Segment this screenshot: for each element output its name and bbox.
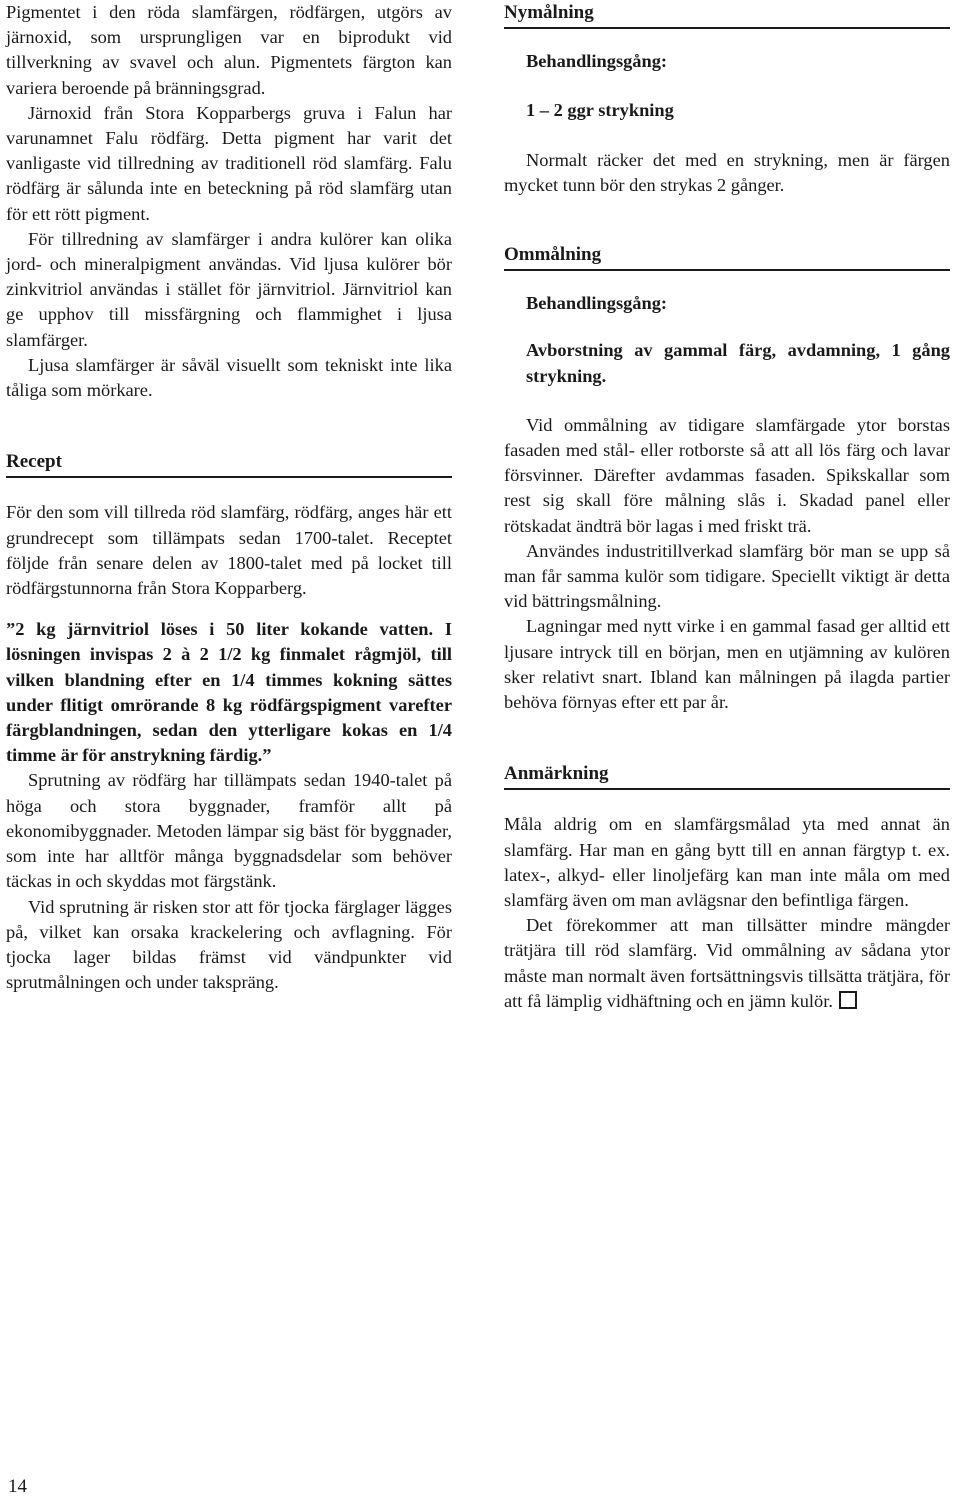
ommalning-paragraph-2: Användes industritillverkad slamfärg bör man se upp så man får samma kulör som tidigare. Speciellt viktigt är detta vid bättringsmålning. (504, 540, 950, 612)
end-of-article-square-icon (839, 991, 857, 1009)
left-column (6, 0, 452, 995)
nymalning-section (504, 0, 950, 198)
anmarkning-paragraph-2-text: Det förekommer att man tillsätter mindre mängder trätjära till röd slamfärg. Vid ommålning av sådana ytor måste man normalt även fortsättningsvis tillsätta trätjära, för att få lämplig vidhäftning och en jämn kulör. (504, 915, 950, 1011)
anmarkning-section (504, 761, 950, 1014)
intro-paragraph-4: Ljusa slamfärger är såväl visuellt som tekniskt inte lika tåliga som mörkare. (6, 354, 452, 401)
intro-paragraph-3: För tillredning av slamfärger i andra kulörer kan olika jord- och mineralpigment användas. Vid ljusa kulörer bör zinkvitriol användas i stället för järnvitriol. Järnvitriol kan ge upphov till missfärgning och flammighet i ljusa slamfärger. (6, 228, 452, 350)
ommalning-heading: Ommålning (504, 242, 950, 271)
sprutning-paragraph-2: Vid sprutning är risken stor att för tjocka färglager lägges på, vilket kan orsaka krackelering och avflagning. För tjocka lager bildas främst vid vändpunkter vid sprutmålningen och under takspräng. (6, 896, 452, 993)
recipe-quote: ”2 kg järnvitriol löses i 50 liter kokande vatten. I lösningen invispas 2 à 2 1/2 kg finmalet rågmjöl, till vilken blandning efter en 1/4 timmes kokning sättes under flitigt omrörande 8 kg rödfärgspigment varefter färgblandningen, sedan den ytterligare kokas en 1/4 timme är för anstrykning färdig.” (6, 619, 452, 766)
sprutning-paragraph-1: Sprutning av rödfärg har tillämpats sedan 1940-talet på höga och stora byggnader, framför allt på ekonomibyggnader. Metoden lämpar sig bäst för byggnader, som inte har alltför många byggnadsdelar som behöver täckas in och skyddas mot färgstänk. (6, 770, 452, 892)
nymalning-sub-label: Behandlingsgång: (526, 51, 668, 72)
ommalning-treatment: Avborstning av gammal färg, avdamning, 1 gång strykning. (526, 340, 950, 386)
right-column (504, 0, 950, 1014)
ommalning-paragraph-1: Vid ommålning av tidigare slamfärgade ytor borstas fasaden med stål- eller rotborste så att all lös färg och lavar försvinner. Därefter avdammas fasaden. Spikskallar som rest sig skall före målning slås i. Skadad panel eller rötskadat ändträ bör lagas i med friskt trä. (504, 414, 950, 536)
recept-section (6, 449, 452, 995)
intro-paragraph-2: Järnoxid från Stora Kopparbergs gruva i Falun har varunamnet Falu rödfärg. Detta pigment har varit det vanligaste vid tillredning av traditionell röd slamfärg. Falu rödfärg är sålunda inte en beteckning på röd slamfärg utan för ett rött pigment. (6, 102, 452, 224)
anmarkning-paragraph-2 (504, 913, 950, 1014)
ommalning-paragraph-3: Lagningar med nytt virke i en gammal fasad ger alltid ett ljusare intryck till en början, men en utjämning av kulören sker relativt snart. Ibland kan målningen på ilagda partier behöva förnyas efter ett par år. (504, 616, 950, 713)
ommalning-section (504, 242, 950, 715)
anmarkning-paragraph-1: Måla aldrig om en slamfärgsmålad yta med annat än slamfärg. Har man en gång bytt till en annan färgtyp t. ex. latex-, alkyd- eller linoljefärg kan man inte måla om med slamfärg även om man avlägsnar den befintliga färgen. (504, 814, 950, 911)
recept-intro: För den som vill tillreda röd slamfärg, rödfärg, anges här ett grundrecept som tillämpats sedan 1700-talet. Receptet följde från senare delen av 1800-talet med på locket till rödfärgstunnorna från Stora Kopparberg. (6, 502, 452, 599)
page-number: 14 (8, 1476, 27, 1497)
intro-paragraph-1: Pigmentet i den röda slamfärgen, rödfärgen, utgörs av järnoxid, som ursprungligen var en biprodukt vid tillverkning av svavel och alun. Pigmentets färgton kan variera beroende på bränningsgrad. (6, 2, 452, 98)
anmarkning-heading: Anmärkning (504, 761, 950, 790)
recept-heading: Recept (6, 449, 452, 478)
nymalning-heading: Nymålning (504, 0, 950, 29)
ommalning-sub-label: Behandlingsgång: (526, 293, 668, 314)
nymalning-treatment: 1 – 2 ggr strykning (526, 100, 674, 121)
nymalning-text: Normalt räcker det med en strykning, men är färgen mycket tunn bör den strykas 2 gånger. (504, 149, 950, 195)
